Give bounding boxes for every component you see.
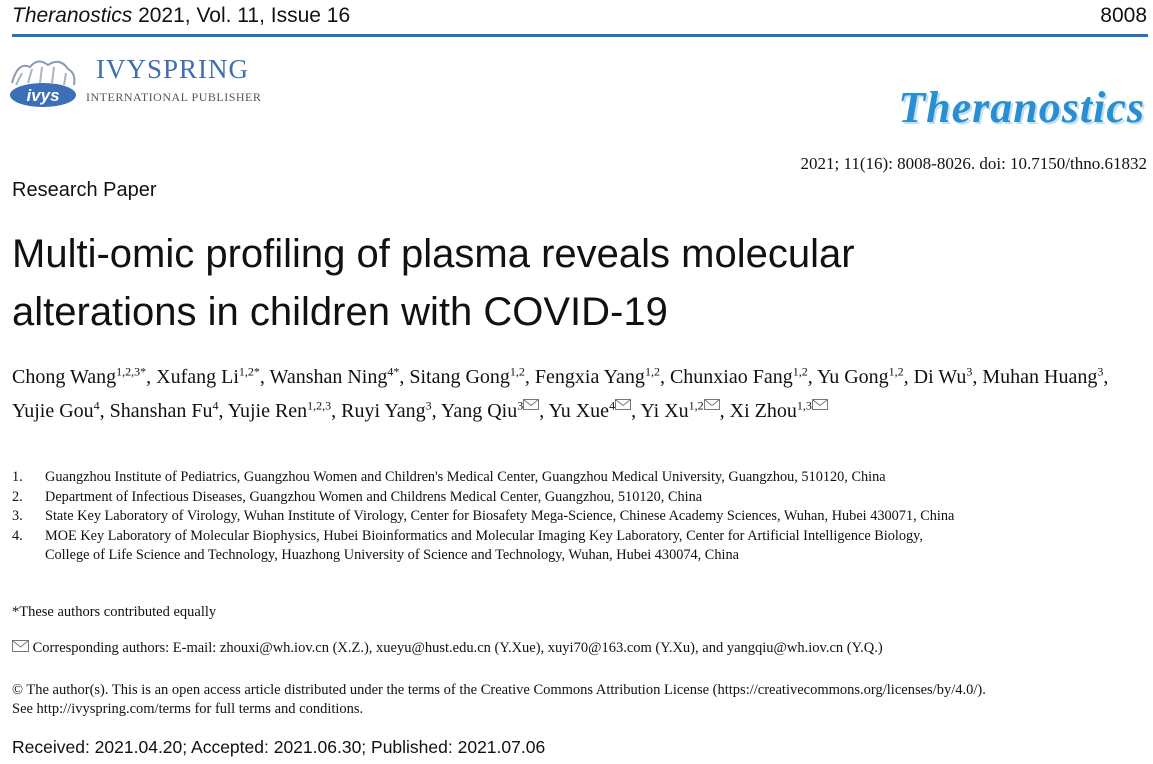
author bbox=[982, 366, 1108, 388]
author-name: Chong Wang bbox=[12, 365, 117, 388]
author-name: Chunxiao Fang bbox=[669, 365, 793, 388]
author-name: Yujie Ren bbox=[227, 400, 308, 423]
running-head bbox=[12, 4, 350, 28]
author-name: Ruyi Yang bbox=[341, 400, 426, 423]
author bbox=[730, 400, 828, 422]
journal-logo: Theranostics bbox=[898, 83, 1145, 132]
ivyspring-logo bbox=[8, 55, 78, 110]
affiliation-number: 4. bbox=[12, 527, 23, 544]
author bbox=[409, 366, 535, 388]
author bbox=[156, 366, 269, 388]
author-name: Xi Zhou bbox=[729, 400, 797, 423]
equal-contribution-note: *These authors contributed equally bbox=[12, 604, 217, 620]
author-separator: , bbox=[719, 400, 730, 423]
license-statement bbox=[12, 681, 1152, 719]
envelope-icon bbox=[812, 399, 828, 410]
affiliation-item bbox=[12, 468, 1152, 488]
author bbox=[110, 400, 228, 422]
author bbox=[12, 366, 156, 388]
article-title bbox=[12, 225, 1132, 341]
envelope-icon bbox=[704, 399, 720, 410]
author-affiliation-marker: 1,3 bbox=[796, 398, 812, 413]
affiliation-item bbox=[12, 488, 1152, 508]
author-affiliation-marker: 1,2 bbox=[792, 364, 808, 378]
author-affiliation-marker: 1,2,3 bbox=[307, 398, 332, 413]
issue-info: 2021, Vol. 11, Issue 16 bbox=[138, 4, 351, 27]
author-separator: , bbox=[146, 365, 157, 388]
author-separator: , bbox=[903, 365, 914, 388]
author-list bbox=[12, 357, 1132, 426]
author-affiliation-marker: 3 bbox=[517, 398, 524, 413]
author-affiliation-marker: 3 bbox=[425, 398, 432, 413]
author-affiliation-marker: 1,2* bbox=[238, 364, 260, 378]
license-line: See http://ivyspring.com/terms for full terms and conditions. bbox=[12, 701, 364, 717]
ivyspring-logo-text: ivys bbox=[26, 86, 60, 105]
author-name: Xufang Li bbox=[156, 365, 239, 388]
author-name: Yang Qiu bbox=[440, 400, 518, 423]
author-affiliation-marker: 1,2,3* bbox=[116, 364, 147, 378]
author-separator: , bbox=[631, 400, 641, 423]
affiliation-number: 1. bbox=[12, 469, 23, 485]
author-separator: , bbox=[259, 365, 270, 388]
author bbox=[640, 400, 729, 422]
author bbox=[535, 366, 670, 388]
affiliation-text: Guangzhou Institute of Pediatrics, Guangzhou Women and Children's Medical Center, Guangzhou Medical University, Guangzhou, 510120, China bbox=[45, 469, 886, 485]
author-affiliation-marker: 4 bbox=[609, 398, 616, 413]
author-affiliation-marker: 1,2 bbox=[688, 398, 704, 413]
author-name: Yi Xu bbox=[640, 400, 689, 423]
author-name: Wanshan Ning bbox=[269, 365, 388, 388]
author-name: Muhan Huang bbox=[982, 365, 1098, 388]
author-separator: , bbox=[218, 400, 228, 423]
author-affiliation-marker: 4 bbox=[212, 398, 219, 413]
affiliation-text: College of Life Science and Technology, Huazhong University of Science and Technology, Wuhan, Hubei 430074, China bbox=[45, 547, 739, 564]
article-dates: Received: 2021.04.20; Accepted: 2021.06.30; Published: 2021.07.06 bbox=[12, 737, 546, 757]
corresponding-authors bbox=[12, 640, 883, 657]
author-separator: , bbox=[524, 365, 535, 388]
author-separator: , bbox=[99, 400, 110, 423]
affiliation-text: Department of Infectious Diseases, Guangzhou Women and Childrens Medical Center, Guangzhou, 510120, China bbox=[45, 488, 703, 505]
author-separator: , bbox=[659, 365, 670, 388]
citation: 2021; 11(16): 8008-8026. doi: 10.7150/thno.61832 bbox=[800, 154, 1147, 173]
affiliation-item bbox=[12, 527, 1152, 566]
author-name: Di Wu bbox=[913, 365, 967, 388]
author-affiliation-marker: 3 bbox=[966, 364, 973, 378]
author bbox=[441, 400, 549, 422]
article-type: Research Paper bbox=[12, 179, 157, 201]
envelope-icon bbox=[12, 640, 29, 652]
page-number: 8008 bbox=[1100, 4, 1147, 27]
publisher-subtitle: INTERNATIONAL PUBLISHER bbox=[86, 90, 262, 104]
author-separator: , bbox=[807, 365, 817, 388]
author-name: Yu Gong bbox=[816, 365, 889, 388]
author bbox=[228, 400, 341, 422]
author bbox=[670, 366, 817, 388]
author-affiliation-marker: 4* bbox=[387, 364, 400, 378]
affiliation-item bbox=[12, 507, 1152, 527]
author bbox=[817, 366, 914, 388]
corresponding-text: Corresponding authors: E-mail: zhouxi@wh.iov.cn (X.Z.), xueyu@hust.edu.cn (Y.Xue), xuyi70@163.com (Y.Xu), and yangqiu@wh.iov.cn (Y.Q.) bbox=[32, 640, 883, 656]
affiliation-text: MOE Key Laboratory of Molecular Biophysics, Hubei Bioinformatics and Molecular Imaging Key Laboratory, Center for Artificial Intelligence Biology, bbox=[45, 527, 923, 544]
header-rule bbox=[12, 34, 1148, 37]
author-separator: , bbox=[1103, 365, 1109, 388]
affiliation-number: 2. bbox=[12, 488, 23, 505]
journal-name: Theranostics bbox=[12, 4, 133, 27]
author-affiliation-marker: 1,2 bbox=[888, 364, 904, 378]
publisher-name: IVYSPRING bbox=[96, 54, 250, 84]
license-line: © The author(s). This is an open access article distributed under the terms of the Creative Commons Attribution License (https://creativecommons.org/licenses/by/4.0/). bbox=[12, 682, 986, 698]
envelope-icon bbox=[615, 399, 631, 410]
author-name: Yu Xue bbox=[548, 400, 610, 423]
author-separator: , bbox=[972, 365, 983, 388]
author bbox=[549, 400, 641, 422]
author-separator: , bbox=[431, 400, 441, 423]
author bbox=[914, 366, 983, 388]
author-name: Yujie Gou bbox=[12, 400, 94, 423]
author-affiliation-marker: 4 bbox=[93, 398, 100, 413]
author bbox=[12, 400, 110, 422]
author-separator: , bbox=[399, 365, 410, 388]
author-separator: , bbox=[331, 400, 342, 423]
affiliation-text: State Key Laboratory of Virology, Wuhan Institute of Virology, Center for Biosafety Mega-Science, Chinese Academy Sciences, Wuhan, Hubei 430071, China bbox=[45, 508, 955, 525]
author-name: Shanshan Fu bbox=[109, 400, 213, 423]
affiliation-list bbox=[12, 468, 1152, 566]
author bbox=[270, 366, 410, 388]
envelope-icon bbox=[523, 399, 539, 410]
title-line: alterations in children with COVID-19 bbox=[12, 290, 668, 334]
author-affiliation-marker: 1,2 bbox=[644, 364, 660, 378]
title-line: Multi-omic profiling of plasma reveals molecular bbox=[12, 232, 855, 276]
author-name: Fengxia Yang bbox=[534, 365, 645, 388]
affiliation-number: 3. bbox=[12, 508, 23, 525]
author-name: Sitang Gong bbox=[409, 365, 510, 388]
author-separator: , bbox=[539, 400, 549, 423]
author-affiliation-marker: 3 bbox=[1097, 364, 1104, 378]
author bbox=[341, 400, 441, 422]
author-affiliation-marker: 1,2 bbox=[509, 364, 525, 378]
